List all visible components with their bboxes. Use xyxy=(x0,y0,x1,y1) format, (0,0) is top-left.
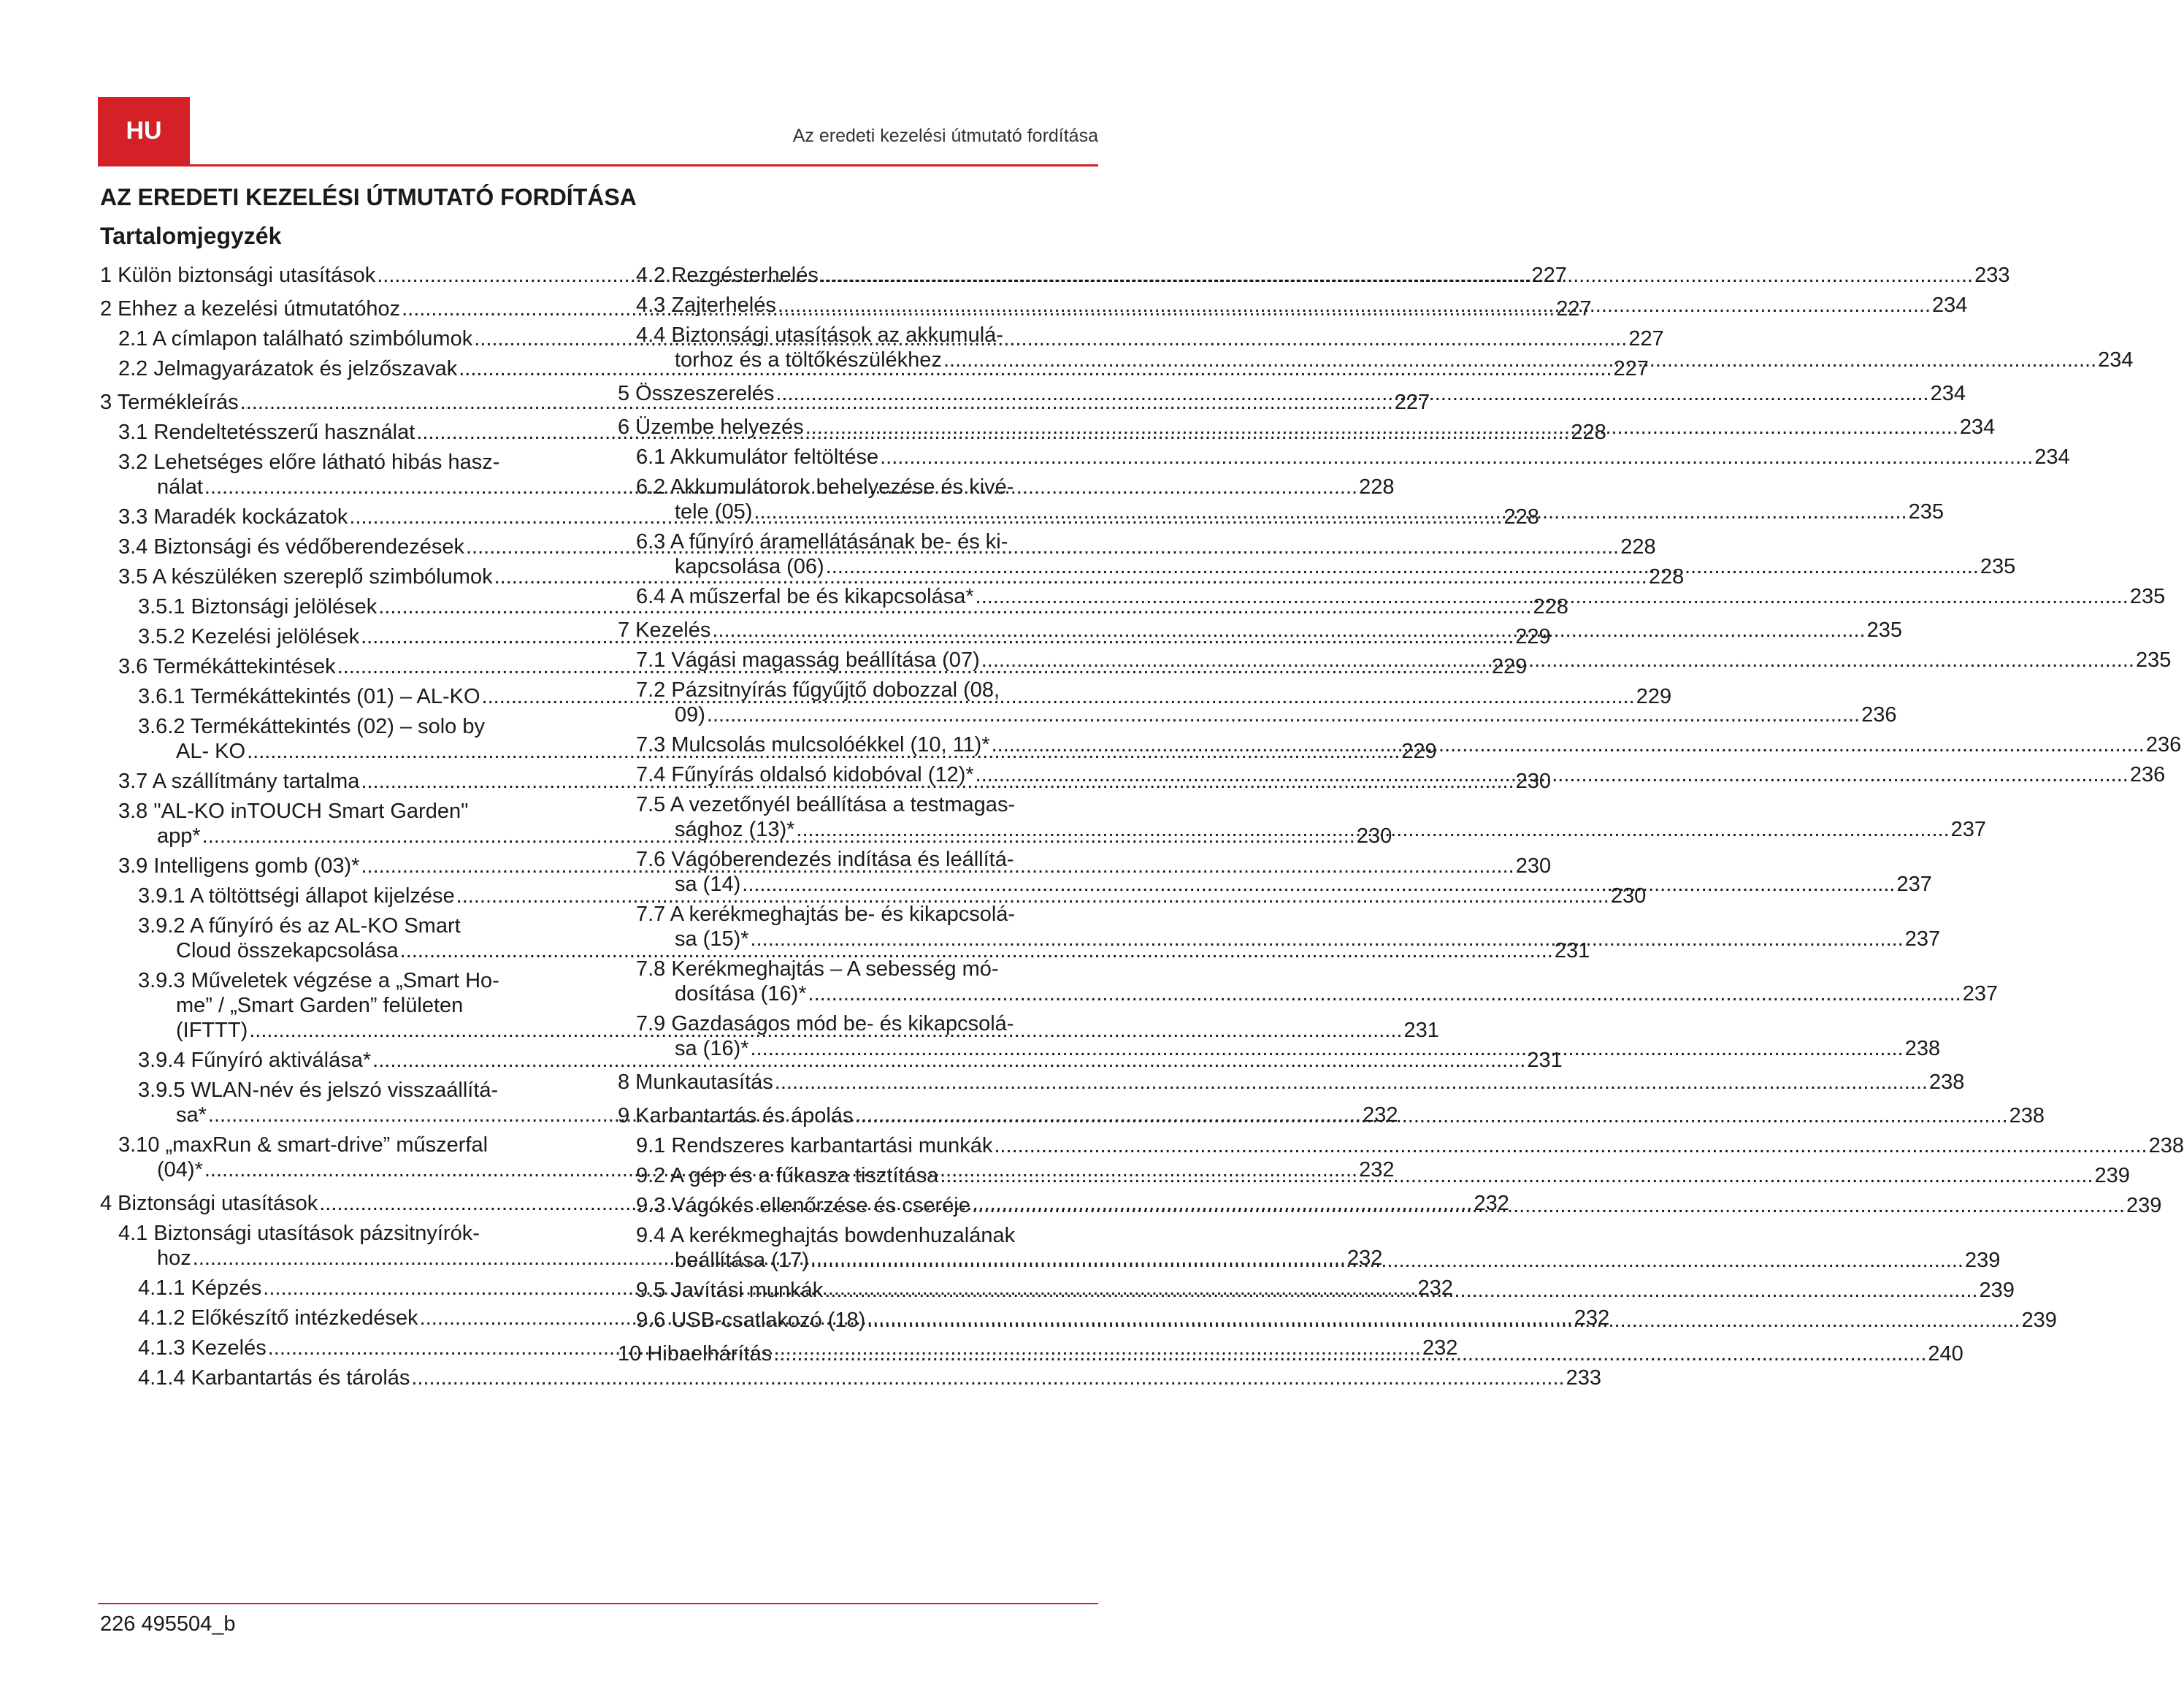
toc-page-number: 234 xyxy=(2034,445,2070,469)
toc-entry-title: (04)* xyxy=(157,1158,203,1182)
toc-entry-title: 3.9.5 WLAN-név és jelszó visszaállítá- xyxy=(138,1079,499,1102)
toc-entry-title: AL- KO xyxy=(176,740,246,763)
toc-page-number: 230 xyxy=(1515,770,1552,793)
toc-leader-dots xyxy=(867,1309,2020,1332)
toc-entry-title: 9.4 A kerékmeghajtás bowdenhuzalának xyxy=(636,1224,1016,1247)
toc-entry[interactable] xyxy=(100,1366,1601,1390)
toc-entry-title: 4.1 Biztonsági utasítások pázsitnyírók- xyxy=(118,1222,480,1245)
toc-page-number: 234 xyxy=(1932,294,1968,317)
toc-page-number: 235 xyxy=(1908,500,1944,524)
toc-entry-title: sa (14) xyxy=(675,873,741,896)
toc-entry-title: 9.3 Vágókés ellenőrzése és cseréje xyxy=(636,1194,970,1217)
toc-entry-title: dosítása (16)* xyxy=(675,982,807,1006)
toc-leader-dots xyxy=(751,927,1904,951)
toc-page-number: 235 xyxy=(1866,619,1902,642)
toc-page-number: 229 xyxy=(1515,625,1551,648)
toc-entry-title: 7.6 Vágóberendezés indítása és leállítá- xyxy=(636,848,1014,871)
toc-page-number: 229 xyxy=(1401,740,1437,763)
toc-entry-title: 9.6 USB-csatlakozó (18) xyxy=(636,1309,866,1332)
toc-heading: Tartalomjegyzék xyxy=(100,223,282,249)
page-number: 226 xyxy=(100,1612,136,1636)
toc-page-number: 237 xyxy=(1896,873,1932,896)
toc-page-number: 227 xyxy=(1628,327,1664,351)
toc-entry-title: 3.9 Intelligens gomb (03)* xyxy=(118,854,360,878)
toc-entry-title: 6.4 A műszerfal be és kikapcsolása* xyxy=(636,585,974,608)
toc-entry-title: 9.1 Rendszeres karbantartási munkák xyxy=(636,1134,993,1157)
toc-page-number: 238 xyxy=(2009,1104,2045,1127)
toc-leader-dots xyxy=(880,445,2033,469)
toc-page-number: 230 xyxy=(1515,854,1552,878)
toc-leader-dots xyxy=(972,1194,2125,1217)
toc-entry-title: nálat xyxy=(157,475,203,499)
toc-entry-title: 7.1 Vágási magasság beállítása (07) xyxy=(636,648,980,672)
toc-page-number: 237 xyxy=(1950,818,1987,841)
toc-leader-dots xyxy=(751,1037,1904,1060)
toc-entry-title: 7.7 A kerékmeghajtás be- és kikapcsolá- xyxy=(636,903,1016,926)
toc-page-number: 235 xyxy=(1980,555,2016,578)
toc-page-number: 240 xyxy=(1928,1342,1963,1366)
toc-leader-dots xyxy=(811,1249,1963,1272)
toc-page-number: 237 xyxy=(1904,927,1941,951)
toc-leader-dots xyxy=(778,294,1931,317)
toc-page-number: 229 xyxy=(1636,685,1672,708)
toc-leader-dots xyxy=(707,703,1860,727)
toc-entry-title: sa (16)* xyxy=(675,1037,749,1060)
toc-page-number: 227 xyxy=(1394,391,1430,414)
toc-entry-title: me” / „Smart Garden” felületen xyxy=(176,994,464,1017)
toc-leader-dots xyxy=(808,982,1961,1006)
toc-entry-title: sághoz (13)* xyxy=(675,818,795,841)
toc-entry-title: 09) xyxy=(675,703,705,727)
toc-entry-title: 2.2 Jelmagyarázatok és jelzőszavak xyxy=(118,357,458,380)
toc-page-number: 235 xyxy=(2135,648,2172,672)
toc-entry[interactable] xyxy=(618,445,2070,470)
language-badge: HU xyxy=(98,97,190,164)
toc-leader-dots xyxy=(981,648,2134,672)
toc-page-number: 233 xyxy=(1566,1366,1601,1390)
toc-page-number: 228 xyxy=(1620,535,1656,559)
toc-leader-dots xyxy=(992,733,2145,757)
toc-entry-title: 3.6.2 Termékáttekintés (02) – solo by xyxy=(138,715,485,738)
toc-page-number: 229 xyxy=(1491,655,1528,678)
toc-entry-title: 3.3 Maradék kockázatok xyxy=(118,505,348,529)
toc-entry-title: 7.8 Kerékmeghajtás – A sebesség mó- xyxy=(636,957,999,981)
document-title: AZ EREDETI KEZELÉSI ÚTMUTATÓ FORDÍTÁSA xyxy=(100,184,637,210)
toc-leader-dots xyxy=(854,1104,2007,1127)
header-divider xyxy=(98,164,1098,166)
toc-entry-title: (IFTTT) xyxy=(176,1019,248,1042)
toc-leader-dots xyxy=(943,348,2096,372)
toc-entry[interactable] xyxy=(618,1133,2184,1158)
toc-page-number: 228 xyxy=(1648,565,1685,589)
toc-entry-title: 3.9.1 A töltöttségi állapot kijelzése xyxy=(138,884,455,908)
footer-divider xyxy=(98,1603,1098,1604)
toc-entry-title: 6.3 A fűnyíró áramellátásának be- és ki- xyxy=(636,530,1008,554)
toc-entry-title: 3.8 "AL-KO inTOUCH Smart Garden" xyxy=(118,800,469,823)
toc-entry-title: 4.3 Zajterhelés xyxy=(636,294,776,317)
toc-page-number: 239 xyxy=(2021,1309,2057,1332)
toc-leader-dots xyxy=(994,1134,2147,1157)
toc-entry-title: 9.5 Javítási munkák xyxy=(636,1279,824,1302)
toc-page-number: 238 xyxy=(2148,1134,2184,1157)
toc-leader-dots xyxy=(820,264,1973,287)
toc-entry-title: 3.10 „maxRun & smart-drive” műszerfal xyxy=(118,1133,488,1157)
toc-entry-title: 3 Termékleírás xyxy=(100,391,239,414)
toc-entry-title: 3.6.1 Termékáttekintés (01) – AL-KO xyxy=(138,685,480,708)
toc-entry[interactable] xyxy=(618,1070,1965,1095)
toc-leader-dots xyxy=(754,500,1907,524)
toc-page-number: 235 xyxy=(2129,585,2166,608)
toc-page-number: 237 xyxy=(1962,982,1999,1006)
toc-page-number: 238 xyxy=(1904,1037,1941,1060)
toc-entry-title: 3.9.2 A fűnyíró és az AL-KO Smart xyxy=(138,914,461,938)
toc-entry-title: 7.3 Mulcsolás mulcsolóékkel (10, 11)* xyxy=(636,733,990,757)
toc-entry-title: 3.5 A készüléken szereplő szimbólumok xyxy=(118,565,493,589)
toc-entry-title: 3.9.4 Fűnyíró aktiválása* xyxy=(138,1049,372,1072)
toc-leader-dots xyxy=(976,585,2129,608)
running-header-title: Az eredeti kezelési útmutató fordítása xyxy=(792,126,1098,146)
toc-page-number: 232 xyxy=(1574,1306,1610,1330)
toc-page-number: 239 xyxy=(1964,1249,2001,1272)
toc-leader-dots xyxy=(976,763,2129,786)
toc-entry-title: 7.9 Gazdaságos mód be- és kikapcsolá- xyxy=(636,1012,1014,1035)
toc-entry-title: app* xyxy=(157,824,201,848)
toc-page-number: 228 xyxy=(1503,505,1539,529)
document-code: 495504_b xyxy=(141,1612,236,1636)
toc-page-number: 239 xyxy=(2094,1164,2130,1187)
toc-page-number: 227 xyxy=(1556,297,1592,321)
toc-entry-title: 4.4 Biztonsági utasítások az akkumulá- xyxy=(636,323,1003,347)
toc-entry-title: 4.1.1 Képzés xyxy=(138,1276,262,1300)
toc-page-number: 232 xyxy=(1422,1336,1458,1360)
toc-page-number: 232 xyxy=(1359,1158,1395,1182)
toc-page-number: 236 xyxy=(2129,763,2166,786)
toc-entry-title: 8 Munkautasítás xyxy=(618,1071,773,1094)
toc-entry-title: 3.5.2 Kezelési jelölések xyxy=(138,625,360,648)
toc-entry-title: 7.4 Fűnyírás oldalsó kidobóval (12)* xyxy=(636,763,974,786)
toc-entry-title: 7.2 Pázsitnyírás fűgyűjtő dobozzal (08, xyxy=(636,678,1000,702)
toc-entry-title: sa* xyxy=(176,1103,207,1127)
toc-page-number: 228 xyxy=(1359,475,1395,499)
toc-entry-title: 7.5 A vezetőnyél beállítása a testmagas- xyxy=(636,793,1016,816)
toc-leader-dots xyxy=(775,382,1928,405)
toc-page-number: 232 xyxy=(1474,1192,1509,1215)
toc-entry-title: 4.1.2 Előkészítő intézkedések xyxy=(138,1306,418,1330)
toc-leader-dots xyxy=(805,415,1958,439)
toc-page-number: 228 xyxy=(1571,421,1606,444)
toc-page-number: 239 xyxy=(2126,1194,2162,1217)
toc-entry-title: sa (15)* xyxy=(675,927,749,951)
toc-entry-title: 3.2 Lehetséges előre látható hibás hasz- xyxy=(118,451,500,474)
toc-entry-title: kapcsolása (06) xyxy=(675,555,824,578)
toc-page-number: 238 xyxy=(1929,1071,1965,1094)
toc-entry-title: 6.1 Akkumulátor feltöltése xyxy=(636,445,879,469)
toc-entry-title: 5 Összeszerelés xyxy=(618,382,775,405)
toc-entry-title: 3.1 Rendeltetésszerű használat xyxy=(118,421,415,444)
toc-leader-dots xyxy=(824,1279,1977,1302)
toc-leader-dots xyxy=(775,1071,1928,1094)
toc-entry[interactable] xyxy=(618,957,1999,1006)
toc-page-number: 231 xyxy=(1403,1019,1439,1042)
page-footer xyxy=(100,1612,235,1636)
toc-page-number: 236 xyxy=(2145,733,2182,757)
toc-entry-title: torhoz és a töltőkészülékhez xyxy=(675,348,942,372)
toc-entry-title: 2.1 A címlapon található szimbólumok xyxy=(118,327,473,351)
toc-entry-title: tele (05) xyxy=(675,500,753,524)
toc-leader-dots xyxy=(773,1342,1926,1366)
toc-entry-title: 3.4 Biztonsági és védőberendezések xyxy=(118,535,464,559)
toc-page-number: 232 xyxy=(1346,1246,1383,1270)
toc-entry-title: 3.7 A szállítmány tartalma xyxy=(118,770,360,793)
toc-entry-title: 4.2 Rezgésterhelés xyxy=(636,264,819,287)
toc-entry-title: 3.6 Termékáttekintések xyxy=(118,655,336,678)
toc-entry-title: 3.5.1 Biztonsági jelölések xyxy=(138,595,378,619)
toc-page-number: 227 xyxy=(1613,357,1649,380)
toc-page-number: 236 xyxy=(1861,703,1897,727)
toc-page-number: 231 xyxy=(1554,939,1590,962)
toc-entry-title: beállítása (17) xyxy=(675,1249,809,1272)
toc-page-number: 234 xyxy=(2098,348,2134,372)
toc-entry-title: 4.1.3 Kezelés xyxy=(138,1336,267,1360)
toc-leader-dots xyxy=(411,1366,1564,1390)
toc-page-number: 232 xyxy=(1417,1276,1453,1300)
toc-leader-dots xyxy=(712,619,1865,642)
toc-leader-dots xyxy=(742,873,1895,896)
toc-entry-title: 3.9.3 Műveletek végzése a „Smart Ho- xyxy=(138,969,499,992)
toc-leader-dots xyxy=(796,818,1949,841)
toc-leader-dots xyxy=(826,555,1979,578)
toc-entry-title: 4.1.4 Karbantartás és tárolás xyxy=(138,1366,410,1390)
toc-page-number: 231 xyxy=(1527,1049,1563,1072)
toc-entry-title: 1 Külön biztonsági utasítások xyxy=(100,264,376,287)
toc-page-number: 239 xyxy=(1979,1279,2015,1302)
toc-page-number: 234 xyxy=(1959,415,1996,439)
toc-leader-dots xyxy=(940,1164,2093,1187)
toc-entry-title: 6 Üzembe helyezés xyxy=(618,415,804,439)
toc-entry-title: 9.2 A gép és a fűkasza tisztítása xyxy=(636,1164,939,1187)
toc-entry-title: 9 Karbantartás és ápolás xyxy=(618,1104,854,1127)
toc-page-number: 230 xyxy=(1356,824,1392,848)
toc-entry-title: 2 Ehhez a kezelési útmutatóhoz xyxy=(100,297,401,321)
toc-entry-title: hoz xyxy=(157,1246,191,1270)
toc-page-number: 230 xyxy=(1610,884,1647,908)
toc-page-number: 227 xyxy=(1531,264,1567,287)
toc-page-number: 234 xyxy=(1930,382,1966,405)
toc-page-number: 228 xyxy=(1533,595,1568,619)
toc-page-number: 232 xyxy=(1363,1103,1398,1127)
toc-entry-title: 10 Hibaelhárítás xyxy=(618,1342,773,1366)
toc-entry-title: 7 Kezelés xyxy=(618,619,711,642)
toc-page-number: 233 xyxy=(1974,264,2010,287)
toc-entry-title: Cloud összekapcsolása xyxy=(176,939,399,962)
toc-entry-title: 6.2 Akkumulátorok behelyezése és kivé- xyxy=(636,475,1014,499)
toc-entry-title: 4 Biztonsági utasítások xyxy=(100,1192,318,1215)
